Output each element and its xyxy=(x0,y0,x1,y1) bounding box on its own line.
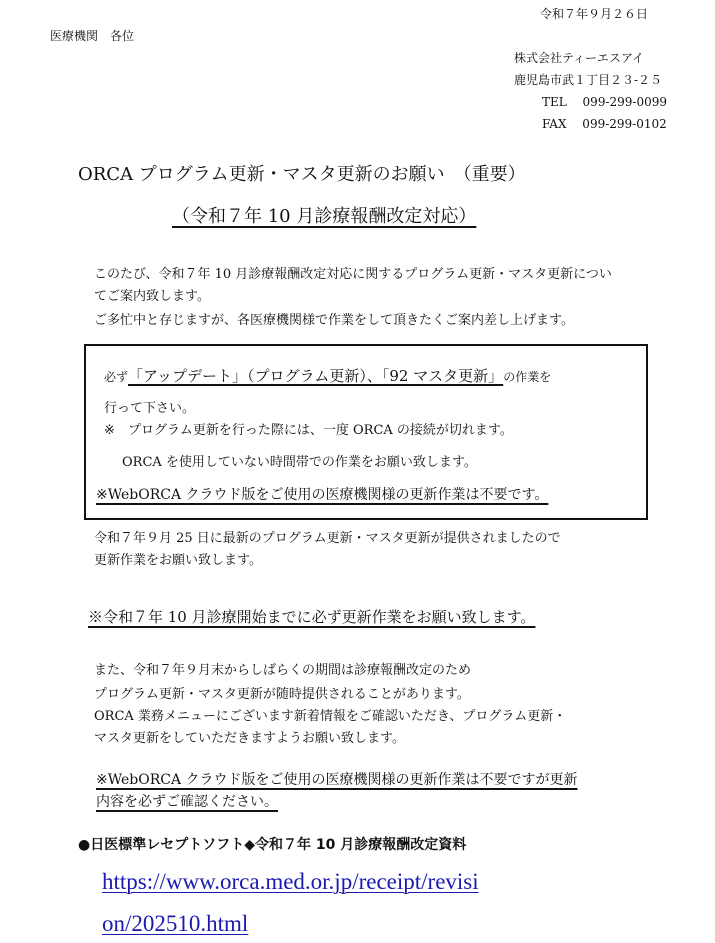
company-tel: TEL 099-299-0099 xyxy=(542,95,668,109)
notice-instruction-line xyxy=(104,366,551,387)
intro-line-3: ご多忙中と存じますが、各医療機関様で作業をして頂きたくご案内差し上げます。 xyxy=(94,313,574,328)
document-subtitle: （令和７年 10 月診療報酬改定対応） xyxy=(172,206,477,227)
document-title: ORCA プログラム更新・マスタ更新のお願い （重要） xyxy=(78,164,526,185)
company-fax: FAX 099-299-0102 xyxy=(542,117,667,131)
recipient: 医療機関 各位 xyxy=(50,29,135,43)
notice-note-1: プログラム更新を行った際には、一度 ORCA の接続が切れます。 xyxy=(128,423,513,438)
notice-update-label: 「アップデート」（プログラム更新）、「92 マスタ更新」 xyxy=(128,367,504,385)
notice-note-mark: ※ xyxy=(104,423,115,438)
notice-note-2: ORCA を使用していない時間帯での作業をお願い致します。 xyxy=(122,455,477,470)
notice-prefix: 必ず xyxy=(104,370,129,384)
notice-suffix: の作業を xyxy=(503,370,552,384)
reference-url-line-1[interactable]: https://www.orca.med.or.jp/receipt/revisi xyxy=(102,869,479,894)
document-date: 令和７年９月２６日 xyxy=(540,7,649,21)
intro-line-1: このたび、令和７年 10 月診療報酬改定対応に関するプログラム更新・マスタ更新につい xyxy=(94,267,612,282)
notice-line-2: 行って下さい。 xyxy=(104,401,196,416)
release-line-2: 更新作業をお願い致します。 xyxy=(94,553,262,568)
followup-line-3: ORCA 業務メニューにございます新着情報をご確認いただき、プログラム更新・ xyxy=(94,709,567,724)
followup-line-2: プログラム更新・マスタ更新が随時提供されることがあります。 xyxy=(94,687,470,702)
cloud-confirm-line-2: 内容を必ずご確認ください。 xyxy=(96,794,278,810)
release-line-1: 令和７年９月 25 日に最新のプログラム更新・マスタ更新が提供されましたので xyxy=(94,531,561,546)
cloud-confirm-line-1: ※WebORCA クラウド版をご使用の医療機関様の更新作業は不要ですが更新 xyxy=(96,772,578,788)
company-address: 鹿児島市武１丁目２３-２５ xyxy=(514,73,663,87)
company-name: 株式会社ティーエスアイ xyxy=(514,51,644,65)
followup-line-4: マスタ更新をしていただきますようお願い致します。 xyxy=(94,731,405,746)
intro-line-2: てご案内致します。 xyxy=(94,289,210,304)
notice-cloud-note: ※WebORCA クラウド版をご使用の医療機関様の更新作業は不要です。 xyxy=(96,487,549,503)
followup-line-1: また、令和７年９月末からしばらくの期間は診療報酬改定のため xyxy=(94,663,472,678)
deadline-notice: ※令和７年 10 月診療開始までに必ず更新作業をお願い致します。 xyxy=(88,608,536,626)
reference-label: ●日医標準レセプトソフト◆令和７年 10 月診療報酬改定資料 xyxy=(78,837,467,853)
reference-url-line-2[interactable]: on/202510.html xyxy=(102,911,249,936)
